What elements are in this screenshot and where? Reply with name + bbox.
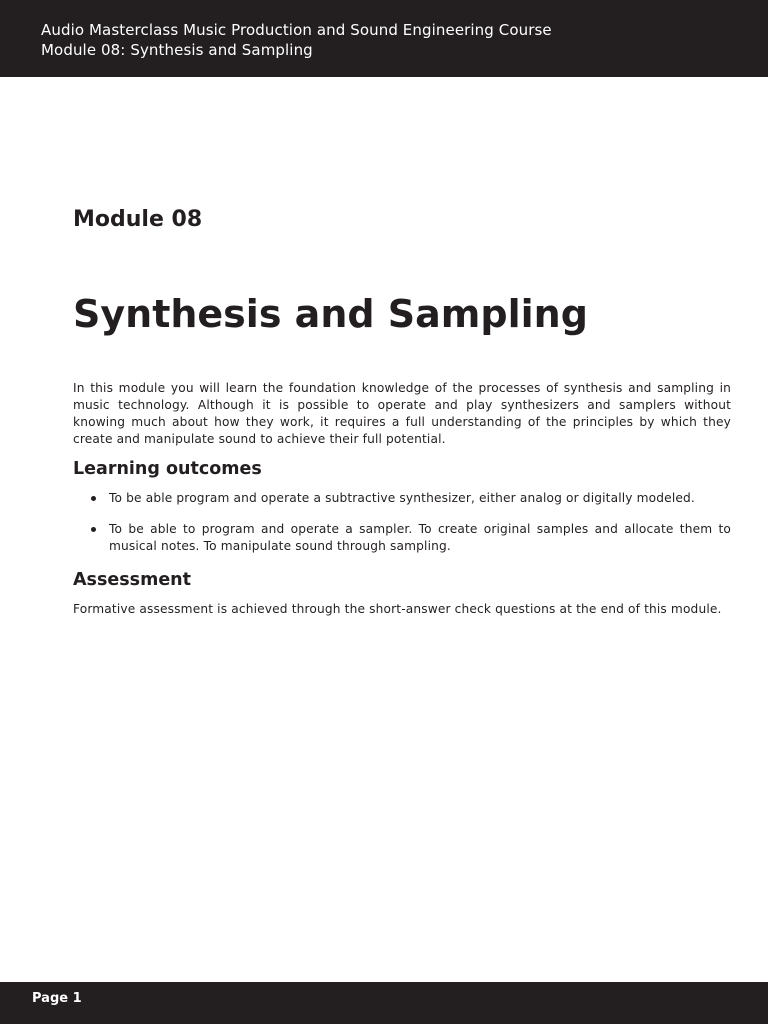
intro-paragraph: In this module you will learn the foundation knowledge of the processes of synthesis and sampling in music technology. Although it is possible to operate and play synthesizers and samplers without knowing much about how they work, it requires a full understanding of the principles by which they create and manipulate sound to achieve their full potential. — [73, 381, 731, 446]
course-title: Audio Masterclass Music Production and Sound Engineering Course — [41, 21, 552, 39]
list-item — [73, 521, 731, 555]
bullet-icon — [91, 496, 96, 501]
list-item-text: To be able program and operate a subtractive synthesizer, either analog or digitally modeled. — [109, 491, 695, 505]
document-header — [0, 0, 768, 77]
assessment-paragraph: Formative assessment is achieved through the short-answer check questions at the end of this module. — [73, 602, 722, 616]
list-item — [73, 490, 731, 507]
page-title: Synthesis and Sampling — [73, 292, 588, 336]
list-item-text: To be able to program and operate a sampler. To create original samples and allocate them to musical notes. To manipulate sound through sampling. — [109, 522, 731, 553]
bullet-icon — [91, 527, 96, 532]
assessment-heading: Assessment — [73, 570, 192, 590]
module-label: Module 08 — [73, 207, 203, 232]
learning-outcomes-list — [73, 490, 731, 569]
module-subtitle: Module 08: Synthesis and Sampling — [41, 41, 313, 59]
page-number: Page 1 — [32, 991, 82, 1006]
document-footer — [0, 982, 768, 1024]
learning-outcomes-heading: Learning outcomes — [73, 459, 262, 479]
